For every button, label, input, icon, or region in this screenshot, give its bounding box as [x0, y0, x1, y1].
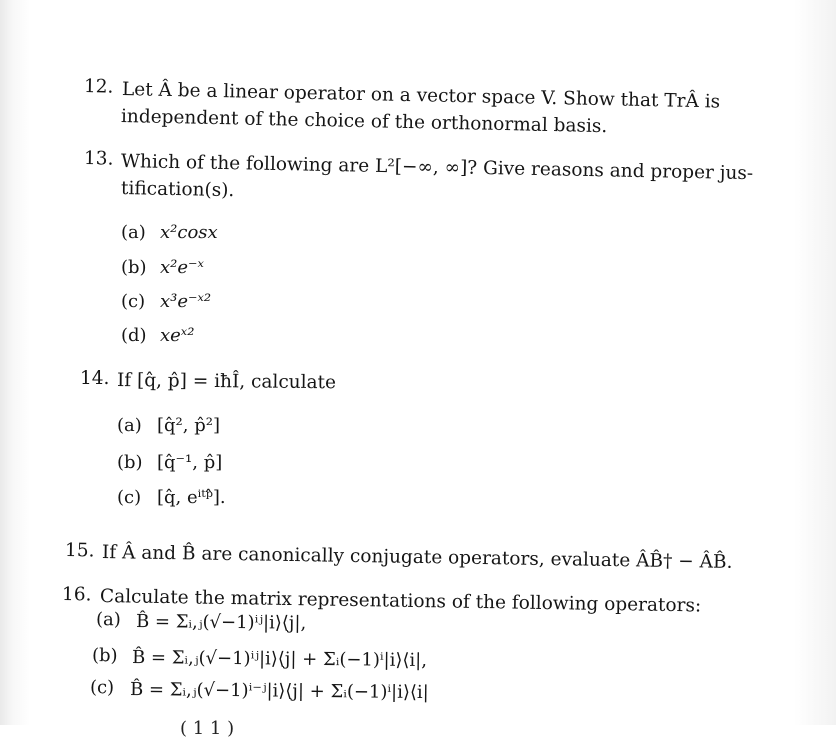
cutoff-next-line	[180, 712, 270, 739]
problem-16-item-b-label: (b)	[91, 645, 118, 667]
problem-13-number: 13.	[83, 148, 114, 170]
problem-16-item-a-label: (a)	[95, 609, 121, 631]
problem-15-line-1: If Â and B̂ are canonically conjugate operators, evaluate ÂB̂† − ÂB̂.	[101, 542, 733, 573]
problem-13-item-d-label: (d)	[121, 325, 147, 346]
problem-16-item-c-label: (c)	[89, 677, 115, 699]
problem-13-line-1: Which of the following are L²[−∞, ∞]? Give reasons and proper jus-	[120, 151, 754, 185]
problem-12-line-1: Let Â be a linear operator on a vector space V. Show that TrÂ is	[121, 79, 721, 113]
problem-14-line-1: If [q̂, p̂] = iħÎ, calculate	[116, 370, 337, 394]
problem-13-item-a-label: (a)	[121, 222, 146, 243]
problem-14-item-c-expr: [q̂, eⁱᵗᵖ̂].	[157, 487, 226, 508]
problem-12-line-2: independent of the choice of the orthonormal basis.	[120, 106, 608, 138]
problem-16-item-c-expr: B̂ = Σᵢ,ⱼ(√−1)ⁱ⁻ʲ|i⟩⟨j| + Σᵢ(−1)ⁱ|i⟩⟨i|	[129, 679, 429, 704]
problem-15-number: 15.	[64, 540, 95, 562]
problem-13-item-b-label: (b)	[121, 257, 147, 278]
problem-14-item-a-label: (a)	[117, 415, 142, 436]
problem-13-item-c-label: (c)	[121, 291, 146, 312]
problem-14-item-a-expr: [q̂², p̂²]	[157, 415, 220, 436]
problem-13-item-b-expr: x²e⁻ˣ	[160, 257, 204, 278]
problem-16-item-a-expr: B̂ = Σᵢ,ⱼ(√−1)ⁱʲ|i⟩⟨j|,	[135, 611, 307, 634]
cutoff-next-line-text: ( 1 1 )	[180, 718, 235, 739]
problem-14-item-c-label: (c)	[117, 487, 142, 508]
problem-16-number: 16.	[61, 584, 92, 606]
problem-13-item-d-expr: xeˣ²	[160, 325, 195, 346]
problem-12-number: 12.	[83, 76, 114, 98]
problem-16-item-b-expr: B̂ = Σᵢ,ⱼ(√−1)ⁱʲ|i⟩⟨j| + Σᵢ(−1)ⁱ|i⟩⟨i|,	[131, 647, 428, 672]
problem-14-item-b-label: (b)	[117, 452, 143, 473]
problem-13-item-c-expr: x³e⁻ˣ²	[160, 291, 212, 312]
problem-16-line-1: Calculate the matrix representations of the following operators:	[99, 586, 702, 617]
problem-13-item-a-expr: x²cosx	[160, 222, 218, 243]
problem-13-line-2: tification(s).	[120, 178, 235, 202]
problem-14-item-b-expr: [q̂⁻¹, p̂]	[157, 452, 223, 473]
problem-14-number: 14.	[80, 368, 110, 389]
